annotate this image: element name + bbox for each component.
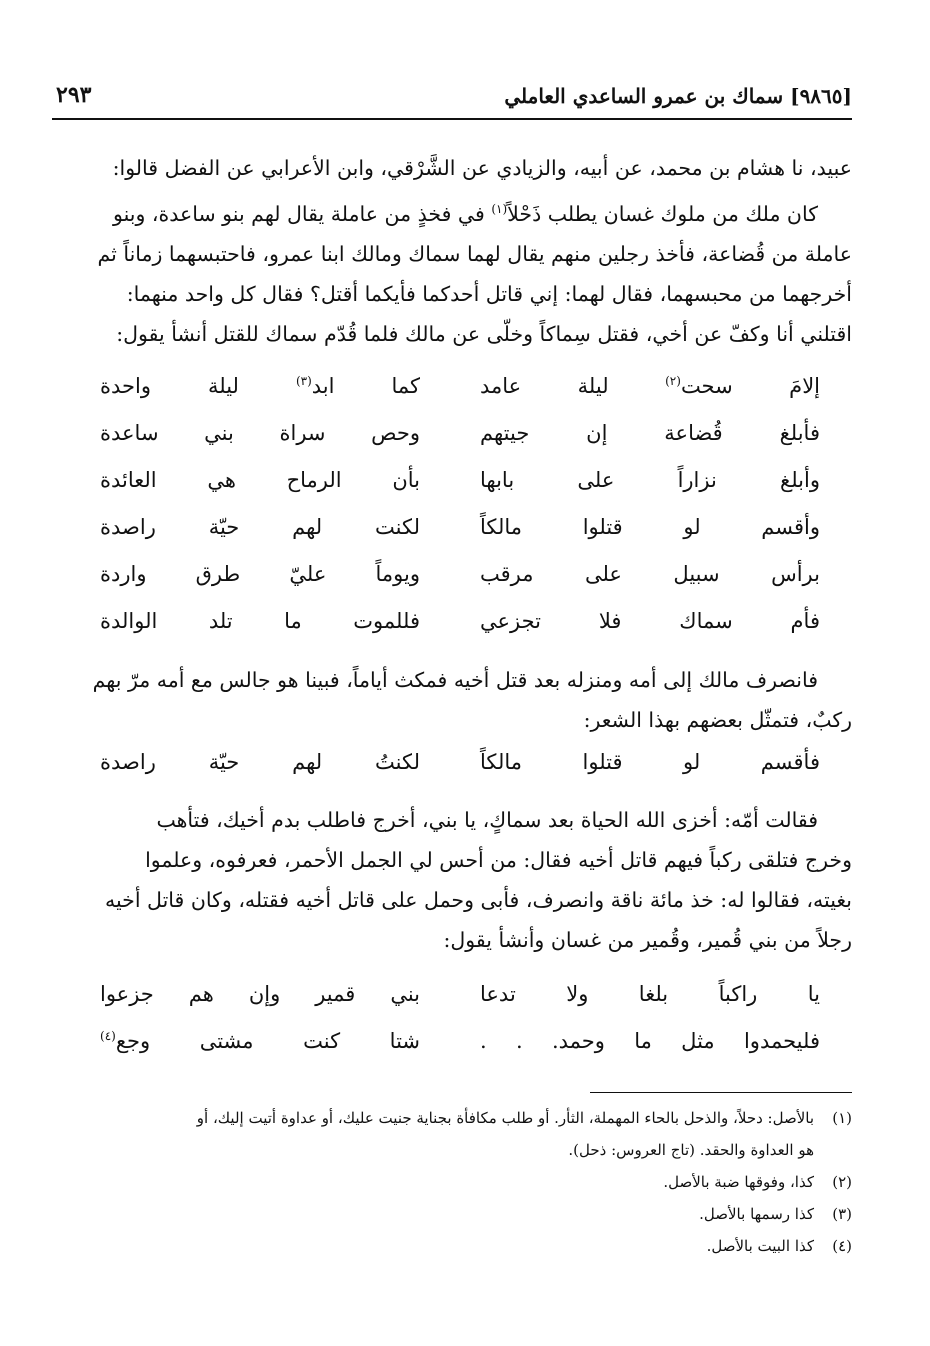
paragraph-revenge [52,800,852,960]
footnote-number: (٢) [832,1173,852,1191]
footnote-2 [52,1166,852,1198]
text-line: رجلاً من بني قُمير، وقُمير من غسان وأنشأ يقول: [443,928,852,952]
verse-first-hemistich: فأقسم لو قتلوا مالكاً [480,750,820,774]
footnote-ref-3[interactable]: (٣) [295,374,312,388]
verse-first-hemistich: يا راكباً بلغا ولا تدعا [480,982,820,1006]
footnote-ref-2[interactable]: (٢) [665,374,681,388]
verse-second-hemistich: بني قمير وإن هم جزعوا [100,982,420,1006]
footnote-1 [52,1102,852,1166]
text-line: عبيد، نا هشام بن محمد، عن أبيه، والزيادي عن الشَّرْقي، وابن الأعرابي عن الفضل قالوا: [112,156,852,180]
header-title: [٩٨٦٥] سماك بن عمرو الساعدي العاملي [504,84,852,108]
verse [60,562,820,609]
verse-first-hemistich: إلامَ سحت$^{(٢)}$ ليلة عامد [480,374,820,398]
footnote-ref-1[interactable]: (١) [491,202,508,217]
verse-second-hemistich: شتا كنت مشتى وجع$^{(٤)}$ [100,1029,420,1053]
text-line: ركبٌ، فتمثّل بعضهم بهذا الشعر: [583,708,852,732]
text-line: فانصرف مالك إلى أمه ومنزله بعد قتل أخيه فمكث أياماً، فبينا هو جالس مع أمه مرّ بهم [92,668,818,692]
poem-block-2 [60,750,820,797]
footnote-number: (١) [832,1109,852,1127]
text-line: بغيته، فقالوا له: خذ مائة ناقة وانصرف، فأبى وحمل على قاتل أخيه فقتله، وكان قاتل أخيه [104,888,852,912]
footnote-number: (٣) [832,1205,852,1223]
footnote-4 [52,1230,852,1262]
verse [60,982,820,1029]
verse-second-hemistich: لكنت لهم حيّة راصدة [100,515,420,539]
verse-first-hemistich: فأبلغ قُضاعة إن جيتهم [480,421,820,445]
text-line: وخرج فتلقى ركباً فيهم قاتل أخيه فقال: من أحس لي الجمل الأحمر، فعرفوه، وعلموا [145,848,852,872]
verse-second-hemistich: بأن الرماح هي العائدة [100,468,420,492]
verse [60,374,820,421]
verse-second-hemistich: لكنتُ لهم حيّة راصدة [100,750,420,774]
footnote-ref-4[interactable]: (٤) [100,1029,116,1043]
verse-first-hemistich: وأقسم لو قتلوا مالكاً [480,515,820,539]
footnote-number: (٤) [832,1237,852,1255]
verse [60,515,820,562]
footnote-text: هو العداوة والحقد. (تاج العروس: ذحل). [568,1141,814,1159]
text-line: عاملة من قُضاعة، فأخذ رجلين منهم يقال لهما سماك ومالك ابنا عمرو، فاحتبسهما زماناً ثم [97,242,852,266]
verse-first-hemistich: فليحمدوا مثل ما وحمد. . . [480,1029,820,1053]
poem-block-1 [60,374,820,656]
verse-second-hemistich: فللموت ما تلد الوالدة [100,609,420,633]
verse-first-hemistich: فأم سماك فلا تجزعي [480,609,820,633]
verse [60,609,820,656]
verse [60,468,820,515]
verse [60,421,820,468]
verse-second-hemistich: ويوماً عليّ طرق واردة [100,562,420,586]
text-line: فقالت أمّه: أخزى الله الحياة بعد سماكٍ، يا بني، أخرج فاطلب بدم أخيك، فتأهب [156,808,818,832]
footnote-text: كذا البيت بالأصل. [706,1237,814,1255]
text-line: كان ملك من ملوك غسان يطلب ذَحْلاً$^{(١)}$ في فخذٍ من عاملة يقال لهم بنو ساعدة، وبنو [113,202,818,226]
text-line: اقتلني أنا وكفّ عن أخي، فقتل سِماكاً وخلّى عن مالك فلما قُدّم سماك للقتل أنشأ يقول: [116,322,852,346]
paragraph-isnad [52,148,852,188]
poem-block-3 [60,982,820,1076]
footnote-divider [590,1092,852,1093]
footnote-3 [52,1198,852,1230]
footnote-text: كذا رسمها بالأصل. [699,1205,814,1223]
running-header [52,80,852,120]
verse-first-hemistich: برأس سبيل على مرقب [480,562,820,586]
page-number: ٢٩٣ [56,82,92,108]
footnote-text: بالأصل: دحلاً، والذحل بالحاء المهملة، الثأر. أو طلب مكافأة بجناية جنيت عليك، أو عداوة أتيت إليك، أو [196,1109,814,1127]
verse [60,1029,820,1076]
text-line: أخرجهما من محبسهما، فقال لهما: إني قاتل أحدكما فأيكما أقتل؟ فقال كل واحد منهما: [126,282,852,306]
footnotes [52,1102,852,1262]
verse-first-hemistich: وأبلغ نزاراً على بابها [480,468,820,492]
verse-second-hemistich: وحص سراة بني ساعدة [100,421,420,445]
footnote-text: كذا، وفوقها ضبة بالأصل. [663,1173,814,1191]
paragraph-story [52,194,852,354]
verse [60,750,820,797]
paragraph-return [52,660,852,740]
verse-second-hemistich: كما ابد$^{(٣)}$ ليلة واحدة [100,374,421,398]
